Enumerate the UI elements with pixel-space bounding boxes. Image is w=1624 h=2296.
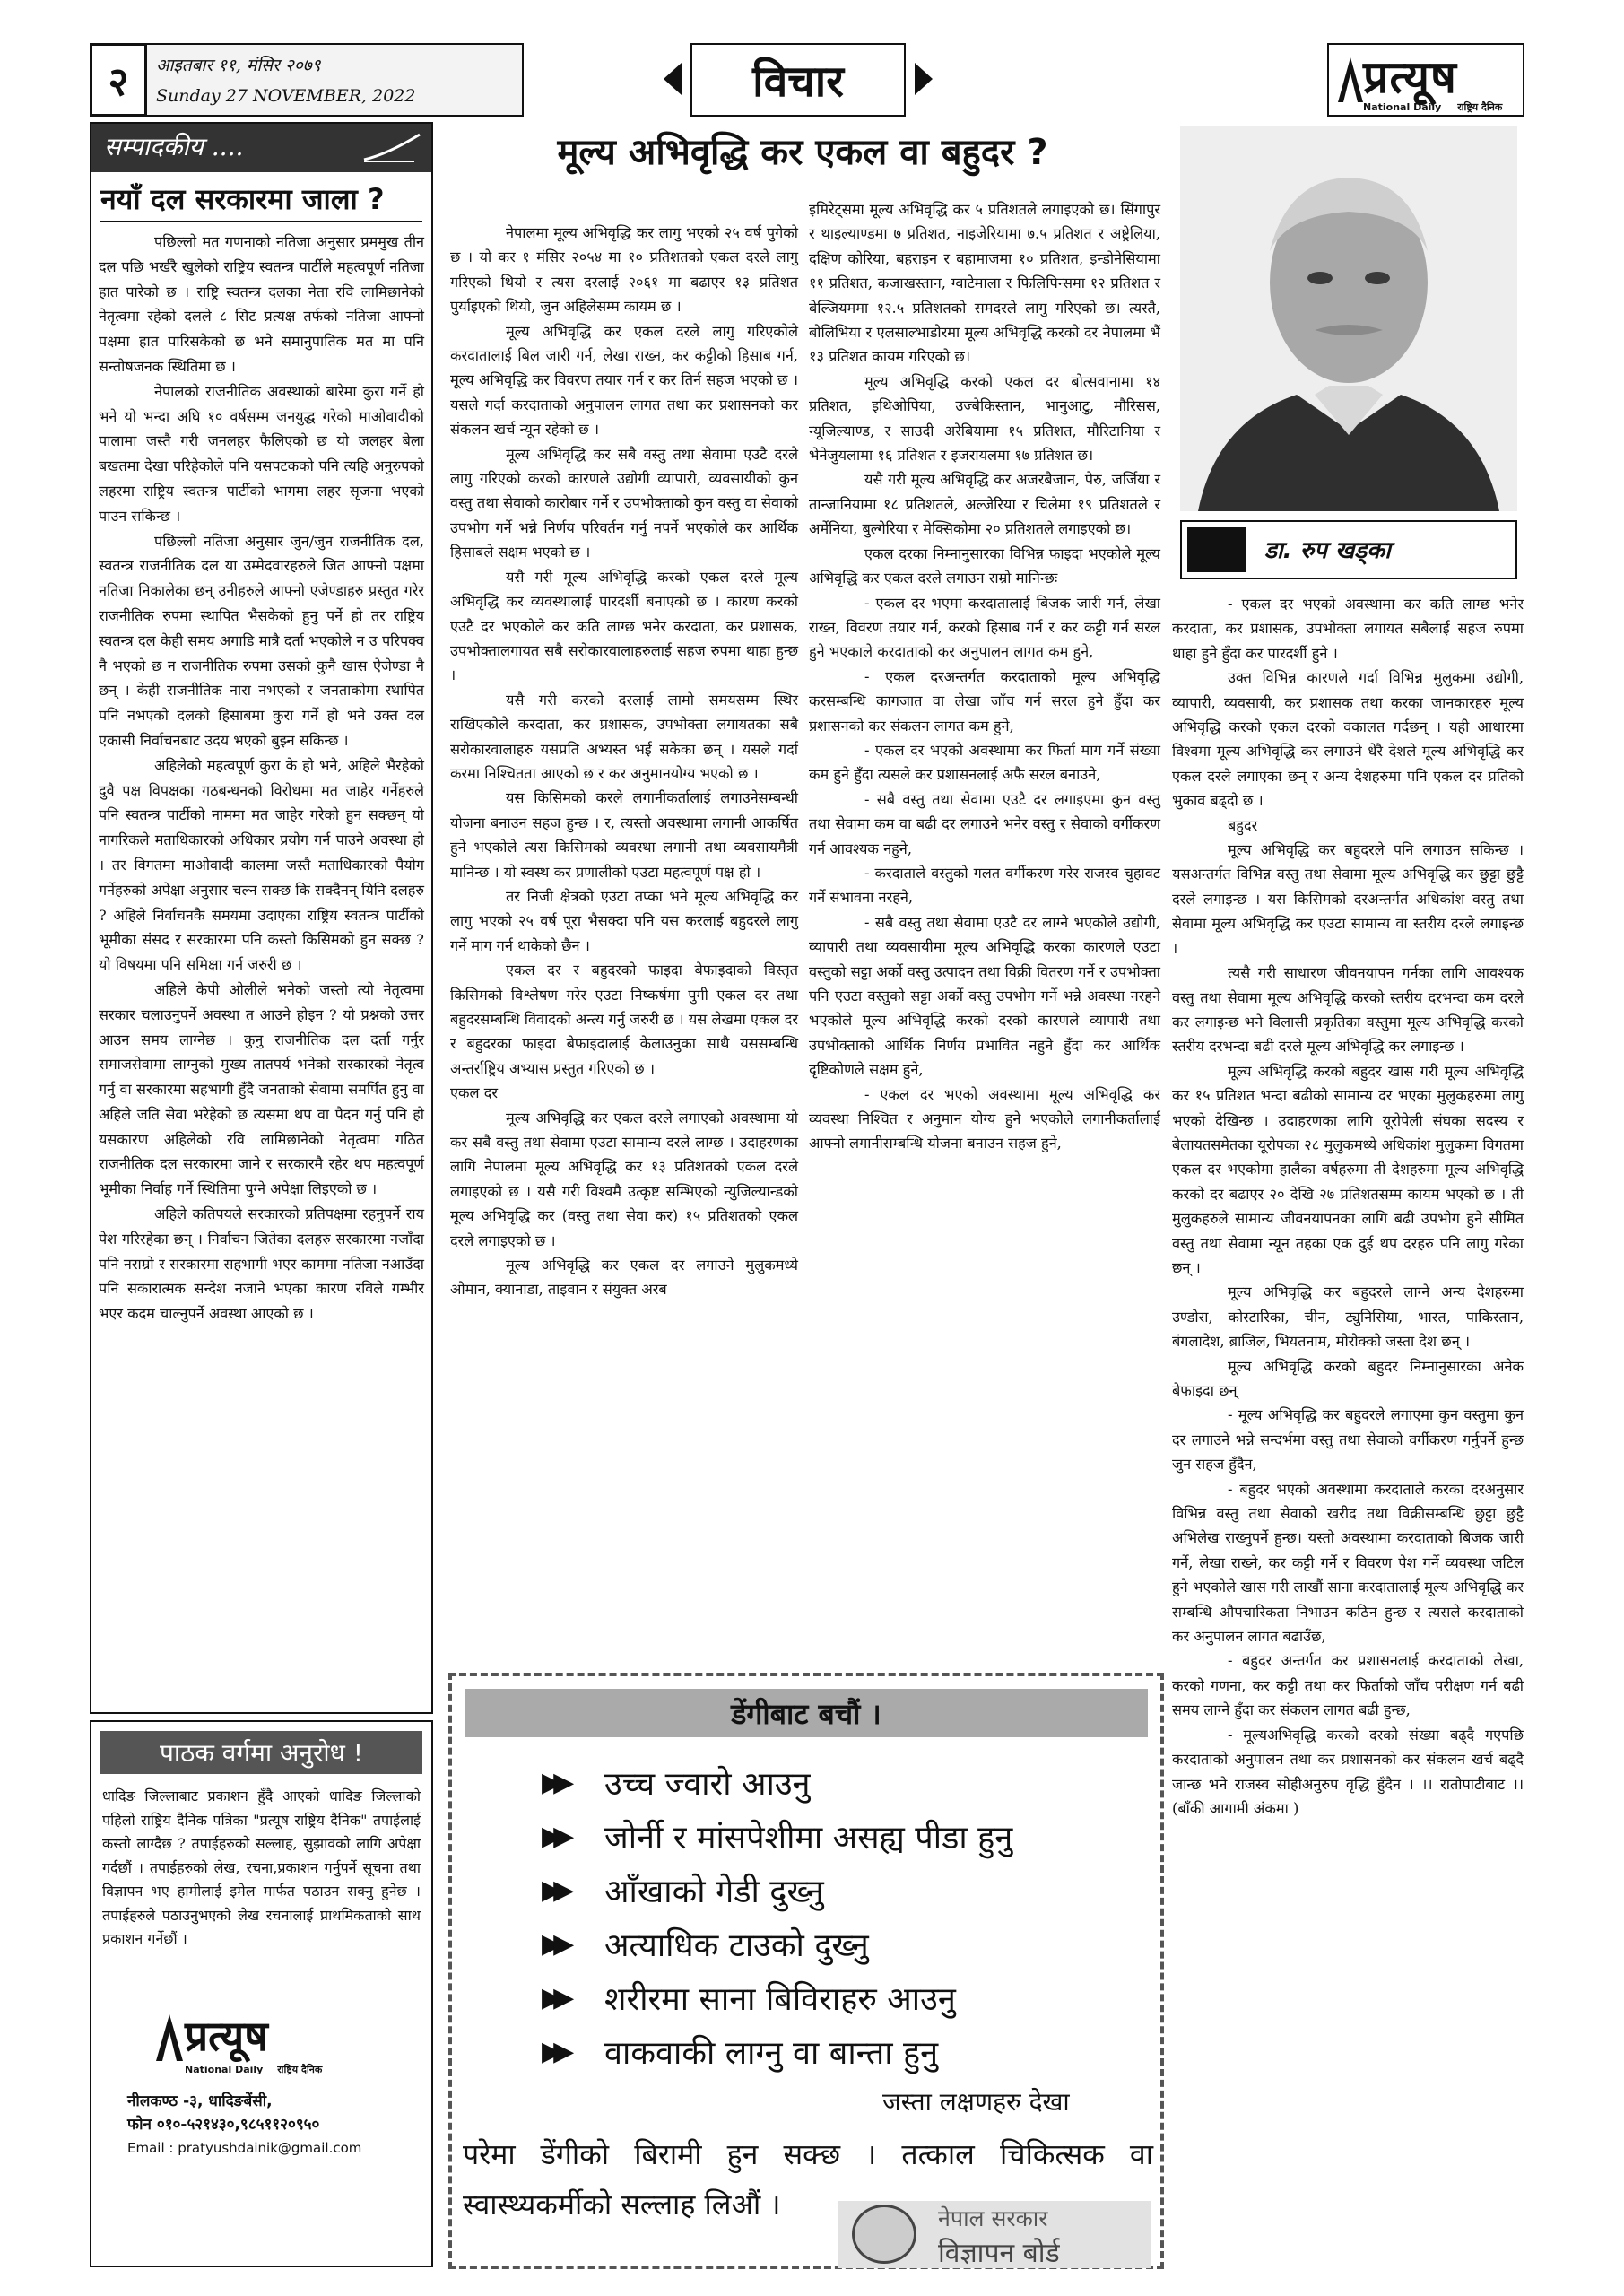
logo-sub-en: National Daily bbox=[1363, 101, 1442, 113]
article-paragraph: - करदाताले वस्तुको गलत वर्गीकरण गरेर राजस्व चुहावट गर्ने संभावना नरहने, bbox=[809, 864, 1160, 907]
article-paragraph: - सबै वस्तु तथा सेवामा एउटै दर लाग्ने भएकोले उद्योगी, व्यापारी तथा व्यवसायीमा मूल्य अभिवृद्धि करका कारणले एउटा वस्तुको सट्टा अर्को वस्तु उत्पादन तथा विक्री वितरण गर्ने र उपभोक्ता पनि एउटा वस्तुको सट्टा अर्को वस्तु उपभोग गर्ने भन्ने अवस्था नरहने भएकोले मूल्य अभिवृद्धि करको दरको कारणले व्यापारी तथा उपभोक्ताको आर्थिक निर्णय प्रभावित नहुने हुँदा कर आर्थिक दृष्टिकोणले सक्षम हुने, bbox=[809, 913, 1160, 1079]
appeal-banner: पाठक वर्गमा अनुरोध ! bbox=[100, 1731, 422, 1774]
editorial-paragraph: अहिलेको महत्वपूर्ण कुरा के हो भने, अहिले भैरहेको दुवै पक्ष विपक्षका गठबन्धनको विरोधमा मत जाहेर गर्नेहरुले पनि स्वतन्त्र पार्टीको नाममा मत जाहेर गरेको हुन सक्छन् यो नागरिकले मताधिकारको अधिकार प्रयोग गर्न पाउने अवस्था हो । तर विगतमा माओवादी कालमा जस्तै मताधिकारको पैयोग गर्नेहरुको अपेक्षा अनुसार चल्न सक्छ कि सक्दैनन् यिनि दलहरु ? अहिले निर्वाचनकै समयमा उदाएका राष्ट्रिय स्वतन्त्र पार्टीको भूमीका संसद र सरकारमा पनि कस्तो किसिमको हुन सक्छ ? यो विषयमा पनि समिक्षा गर्न जरुरी छ । bbox=[99, 756, 424, 974]
masthead-logo bbox=[1327, 43, 1524, 117]
appeal-logo-text: प्रत्यूष bbox=[185, 2012, 268, 2060]
list-item bbox=[542, 1755, 1116, 1809]
article-paragraph: मूल्य अभिवृद्धि कर सबै वस्तु तथा सेवामा एउटै दरले लागु गरिएको करको कारणले उद्योगी व्यापारी, व्यवसायीको कुन वस्तु तथा सेवाको कारोबार गर्ने र उपभोक्ताको कुन वस्तु वा सेवाको उपभोग गर्ने भन्ने निर्णय परिवर्तन गर्नु नपर्ने भएकोले कर आर्थिक हिसाबले सक्षम भएको छ । bbox=[450, 445, 798, 561]
date-box bbox=[147, 43, 524, 117]
article-column-3 bbox=[1172, 592, 1524, 1821]
government-label: नेपाल सरकार bbox=[938, 2205, 1048, 2231]
symptom-text: जोर्नी र मांसपेशीमा असह्य पीडा हुनु bbox=[604, 1819, 1013, 1857]
article-paragraph: मूल्य अभिवृद्धि करको बहुदर निम्नानुसारका अनेक बेफाइदा छन् bbox=[1172, 1357, 1524, 1399]
appeal-logo-subtitle bbox=[185, 2063, 322, 2076]
article-paragraph: बहुदर bbox=[1228, 816, 1258, 834]
article-paragraph: - एकल दर भएमा करदातालाई बिजक जारी गर्न, लेखा राख्न, विवरण तयार गर्न, करको हिसाब गर्न र कर कट्टी गर्न सरल हुने भएकाले करदाताको कर अनुपालन लागत कम हुने, bbox=[809, 594, 1160, 661]
dengue-notice bbox=[448, 1673, 1164, 2269]
author-photo bbox=[1180, 126, 1517, 511]
left-arrow-icon bbox=[664, 63, 682, 95]
editorial-paragraph: अहिले कतिपयले सरकारको प्रतिपक्षमा रहनुपर्ने राय पेश गरिरहेका छन् । निर्वाचन जितेका दलहरु सरकारमा नजाँदा पनि नराम्रो र सरकारमा सहभागी भएर काममा नतिजा नआउँदा पनि सकारात्मक सन्देश नजाने भएका कारण रविले गम्भीर भएर कदम चाल्नुपर्ने अवस्था आएको छ । bbox=[99, 1205, 424, 1323]
list-item bbox=[542, 1863, 1116, 1917]
symptom-text: आँखाको गेडी दुख्नु bbox=[604, 1873, 824, 1910]
author-byline bbox=[1180, 520, 1517, 579]
double-arrow-icon: ▶▶ bbox=[542, 2035, 566, 2067]
article-headline: मूल्य अभिवृद्धि कर एकल वा बहुदर ? bbox=[557, 132, 1048, 173]
phone: फोन ०१०-५२१४३०,९८५११२०९५० bbox=[127, 2116, 320, 2134]
dengue-advice: परेमा डेंगीको बिरामी हुन सक्छ । तत्काल चिकित्सक वा स्वास्थ्यकर्मीको सल्लाह लिऔं । bbox=[463, 2137, 1153, 2222]
editorial-paragraph: पछिल्लो मत गणनाको नतिजा अनुसार प्रममुख तीन दल पछि भर्खरै खुलेको राष्ट्रिय स्वतन्त्र पार्टीले महत्वपूर्ण नतिजा हात पारेको छ । राष्ट्रि स्वतन्त्र दलका नेता रवि लामिछानेको नेतृत्वमा रहेको दलले ८ सिट प्रत्यक्ष तर्फको नतिजा आफ्नो पक्षमा हात पारिसकेको छ भने समानुपातिक मत मा पनि सन्तोषजनक स्थितिमा छ । bbox=[99, 233, 424, 375]
article-paragraph: एकल दर bbox=[450, 1084, 499, 1102]
list-item bbox=[542, 1809, 1116, 1863]
article-paragraph: यसै गरी मूल्य अभिवृद्धि कर अजरबैजान, पेरु, जर्जिया र तान्जानियामा १८ प्रतिशतले, अल्जेरिया र चिलेमा १९ प्रतिशतले र अर्मेनिया, बुल्गेरिया र मेक्सिकोमा २० प्रतिशतले लगाइएको छ। bbox=[809, 471, 1160, 538]
logo-sub-np: राष्ट्रिय दैनिक bbox=[277, 2064, 323, 2075]
article-paragraph: मूल्य अभिवृद्धि करको बहुदर खास गरी मूल्य अभिवृद्धि कर १५ प्रतिशत भन्दा बढीको सामान्य दर भएका मुलुकहरुमा लागु भएको देखिन्छ । उदाहरणका लागि यूरोपेली संघका सदस्य र बेलायतसमेतका यूरोपका २८ मुलुकमध्ये अधिकांश मुलुकमा विगतमा एकल दर भएकोमा हालैका वर्षहरुमा ती देशहरुमा मूल्य अभिवृद्धि करको दर बढाएर २० देखि २७ प्रतिशतसम्म कायम भएको छ । ती मुलुकहरुले सामान्य जीवनयापनका लागि बढी उपभोग हुने सीमित वस्तु तथा सेवामा न्यून तहका एक दुई थप दरहरु पनि लागु गरेका छन् । bbox=[1172, 1062, 1524, 1276]
article-paragraph: मूल्य अभिवृद्धि कर एकल दरले लगाएको अवस्थामा यो कर सबै वस्तु तथा सेवामा एउटा सामान्य दरले लाग्छ । उदाहरणका लागि नेपालमा मूल्य अभिवृद्धि कर १३ प्रतिशतको एकल दरले लगाइएको छ । यसै गरी विश्वमै उत्कृष्ट सम्भिएको न्युजिल्यान्डको मूल्य अभिवृद्धि कर (वस्तु तथा सेवा कर) १५ प्रतिशतको एकल दरले लगाइएको छ । bbox=[450, 1109, 798, 1249]
article-paragraph: - बहुदर भएको अवस्थामा करदाताले करका दरअनुसार विभिन्न वस्तु तथा सेवाको खरीद तथा विक्रीसम्बन्धि छुट्टा छुट्टै अभिलेख राख्नुपर्ने हुन्छ। यस्तो अवस्थामा करदाताको बिजक जारी गर्ने, लेखा राख्ने, कर कट्टी गर्ने र विवरण पेश गर्ने व्यवस्था जटिल हुने भएकोले खास गरी लाखौं साना करदातालाई मूल्य अभिवृद्धि कर सम्बन्धि औपचारिकता निभाउन कठिन हुन्छ र त्यसले करदाताको कर अनुपालन लागत बढाउँछ, bbox=[1172, 1480, 1524, 1646]
government-emblem-icon bbox=[852, 2205, 916, 2264]
appeal-body: धादिङ जिल्लाबाट प्रकाशन हुँदै आएको धादिङ जिल्लाको पहिलो राष्ट्रिय दैनिक पत्रिका "प्रत्यूष राष्ट्रिय दैनिक" तपाईलाई कस्तो लाग्दैछ ? तपाईहरुको सल्लाह, सुझावको लागि अपेक्षा गर्दछौं । तपाईहरुको लेख, रचना,प्रकाशन गर्नुपर्ने सूचना तथा विज्ञापन भए हामीलाई इमेल मार्फत पठाउन सक्नु हुनेछ । तपाईहरुले पठाउनुभएको लेख रचनालाई प्राथमिकताको साथ प्रकाशन गर्नेछौं । bbox=[102, 1787, 421, 1947]
article-paragraph: - एकल दर भएको अवस्थामा मूल्य अभिवृद्धि कर व्यवस्था निश्चित र अनुमान योग्य हुने भएकोले लगानीकर्तालाई आफ्नो लगानीसम्बन्धि योजना बनाउन सहज हुने, bbox=[809, 1085, 1160, 1152]
article-paragraph: - एकल दर भएको अवस्थामा कर फिर्ता माग गर्ने संख्या कम हुने हुँदा त्यसले कर प्रशासनलाई अफै सरल बनाउने, bbox=[809, 741, 1160, 784]
double-arrow-icon: ▶▶ bbox=[542, 1981, 566, 2013]
symptom-text: शरीरमा साना बिविराहरु आउनु bbox=[604, 1980, 956, 2018]
appeal-logo bbox=[154, 2007, 369, 2083]
article-paragraph: तर निजी क्षेत्रको एउटा तप्का भने मूल्य अभिवृद्धि कर लागु भएको २५ वर्ष पूरा भैसक्दा पनि यस करलाई बहुदरले लागु गर्ने माग गर्न थाकेको छैन । bbox=[450, 887, 798, 954]
symptom-text: वाकवाकी लाग्नु वा बान्ता हुनु bbox=[604, 2034, 939, 2072]
right-arrow-icon bbox=[915, 63, 933, 95]
editorial-paragraph: नेपालको राजनीतिक अवस्थाको बारेमा कुरा गर्ने हो भने यो भन्दा अघि १० वर्षसम्म जनयुद्ध गरेको माओवादीको पालामा जस्तै गरी जनलहर फैलिएको छ यो जलहर बेला बखतमा देखा परिहेकोले पनि यसपटकको पनि त्यहि अनुरुपको लहरमा राष्ट्रिय स्वतन्त्र पार्टीको भागमा लहर सृजना भएको पाउन सकिन्छ । bbox=[99, 382, 424, 525]
logo-text: प्रत्यूष bbox=[1363, 51, 1457, 103]
article-column-1 bbox=[450, 221, 798, 1302]
pen-hand-icon bbox=[1187, 527, 1246, 572]
contact-info bbox=[127, 2090, 396, 2160]
double-arrow-icon: ▶▶ bbox=[542, 1820, 566, 1852]
divider bbox=[100, 221, 422, 222]
article-paragraph: इमिरेट्समा मूल्य अभिवृद्धि कर ५ प्रतिशतले लगाइएको छ। सिंगापुर र थाइल्याण्डमा ७ प्रतिशत, नाइजेरियामा ७.५ प्रतिशत र अष्ट्रेलिया, दक्षिण कोरिया, बहराइन र बहामाजमा १० प्रतिशत, इन्डोनेसियामा ११ प्रतिशत, कजाखस्तान, ग्वाटेमाला र फिलिपिन्समा १२ प्रतिशत र बेल्जियममा १२.५ प्रतिशतको समदरले लागु गरिएको छ। त्यस्तै, बोलिभिया र एलसाल्भाडोरमा मूल्य अभिवृद्धि करको दर नेपालमा भैं १३ प्रतिशत कायम गरिएको छ। bbox=[809, 201, 1160, 366]
section-title-box bbox=[664, 43, 933, 117]
article-paragraph: नेपालमा मूल्य अभिवृद्धि कर लागु भएको २५ वर्ष पुगेको छ । यो कर १ मंसिर २०५४ मा १० प्रतिशतको एकल दरले लागु गरिएको थियो र त्यस दरलाई २०६१ मा बढाएर १३ प्रतिशत पुर्याइएको थियो, जुन अहिलेसम्म कायम छ । bbox=[450, 224, 798, 316]
editorial-paragraph: अहिले केपी ओलीले भनेको जस्तो त्यो नेतृत्वमा सरकार चलाउनुपर्ने अवस्था त आउने होइन ? यो प्रश्नको उत्तर आउन समय लाग्नेछ । कुनु राजनीतिक दल दर्ता गर्नुर समाजसेवामा लाग्नुको मुख्य तातपर्य भनेको सरकारको नेतृत्व गर्नु वा सरकारमा सहभागी हुँदै जनताको सेवामा समर्पित हुनु वा अहिले जति सेवा भरेहेको छ त्यसमा थप वा पैदन गर्नु पनि हो यसकारण अहिलेको रवि लामिछानेको नेतृत्वमा गठित राजनीतिक दल सरकारमा जाने र सरकारमै रहेर थप महत्वपूर्ण भूमीका निर्वाह गर्ने स्थितिमा पुग्ने अपेक्षा लिइएको छ । bbox=[99, 980, 424, 1198]
article-paragraph: मूल्य अभिवृद्धि कर बहुदरले पनि लगाउन सकिन्छ । यसअन्तर्गत विभिन्न वस्तु तथा सेवामा मूल्य अभिवृद्धि कर छुट्टा छुट्टै दरले लगाइन्छ । यस किसिमको दरअन्तर्गत अधिकांश वस्तु तथा सेवामा मूल्य अभिवृद्धि कर एउटा सामान्य वा स्तरीय दरले लगाइन्छ । bbox=[1172, 841, 1524, 957]
article-paragraph: त्यसै गरी साधारण जीवनयापन गर्नका लागि आवश्यक वस्तु तथा सेवामा मूल्य अभिवृद्धि करको स्तरीय दरभन्दा कम दरले कर लगाइन्छ भने विलासी प्रकृतिका वस्तुमा मूल्य अभिवृद्धि करको स्तरीय दरभन्दा बढी दरले मूल्य अभिवृद्धि कर लगाइन्छ । bbox=[1172, 964, 1524, 1056]
article-paragraph: मूल्य अभिवृद्धि कर एकल दर लगाउने मुलुकमध्ये ओमान, क्यानाडा, ताइवान र संयुक्त अरब bbox=[450, 1257, 798, 1299]
double-arrow-icon: ▶▶ bbox=[542, 1927, 566, 1960]
advertising-board-stamp bbox=[838, 2201, 1151, 2268]
address: नीलकण्ठ -३, धादिङबेंसी, bbox=[127, 2092, 273, 2110]
author-name: डा. रुप खड्का bbox=[1264, 537, 1391, 564]
section-title: विचार bbox=[690, 43, 906, 117]
article-paragraph: एकल दर र बहुदरको फाइदा बेफाइदाको विस्तृत किसिमको विश्लेषण गरेर एउटा निष्कर्षमा पुगी एकल दर तथा बहुदरसम्बन्धि विवादको अन्त्य गर्नु जरुरी छ । यस लेखमा एकल दर र बहुदरका फाइदा बेफाइदालाई केलाउनुका साथै यससम्बन्धि अन्तर्राष्ट्रिय अभ्यास प्रस्तुत गरिएको छ । bbox=[450, 961, 798, 1077]
article-paragraph: मूल्य अभिवृद्धि कर बहुदरले लाग्ने अन्य देशहरुमा उण्डोरा, कोस्टारिका, चीन, ट्युनिसिया, भारत, पाकिस्तान, बंगलादेश, ब्राजिल, भियतनाम, मोरोक्को जस्ता देश छन् । bbox=[1172, 1283, 1524, 1351]
logo-mark-icon bbox=[1334, 54, 1367, 106]
date-nepali: आइतबार ११, मंसिर २०७९ bbox=[156, 56, 321, 75]
dengue-title: डेंगीबाट बचौं । bbox=[465, 1689, 1148, 1737]
list-item bbox=[542, 2024, 1116, 2078]
list-item bbox=[542, 1917, 1116, 1970]
editorial-banner: सम्पादकीय .... bbox=[91, 124, 431, 172]
list-item bbox=[542, 1970, 1116, 2024]
logo-subtitle bbox=[1363, 100, 1515, 114]
article-paragraph: यसै गरी मूल्य अभिवृद्धि करको एकल दरले मूल्य अभिवृद्धि कर व्यवस्थालाई पारदर्शी बनाएको छ । कारण करको एउटै दर भएकोले कर कति लाग्छ भनेर करदाता, कर प्रशासक, उपभोक्तालगायत सबै सरोकारवालाहरुलाई सहज रुपमा थाहा हुन्छ । bbox=[450, 568, 798, 684]
reader-appeal-box bbox=[90, 1720, 433, 2267]
page-number: २ bbox=[90, 43, 147, 117]
article-paragraph: यसै गरी करको दरलाई लामो समयसम्म स्थिर राखिएकोले करदाता, कर प्रशासक, उपभोक्ता लगायतका सबै सरोकारवालाहरु यसप्रति अभ्यस्त भई सकेका छन् । यसले गर्दा करमा निश्चितता आएको छ र कर अनुमानयोग्य भएको छ । bbox=[450, 691, 798, 782]
double-arrow-icon: ▶▶ bbox=[542, 1766, 566, 1798]
article-paragraph: एकल दरका निम्नानुसारका विभिन्न फाइदा भएकोले मूल्य अभिवृद्धि कर एकल दरले लगाउन राम्रो मानिन्छः bbox=[809, 544, 1160, 587]
article-paragraph: यस किसिमको करले लगानीकर्तालाई लगाउनेसम्बन्धी योजना बनाउन सहज हुन्छ । र, त्यस्तो अवस्थामा लगानी आकर्षित हुने भएकोले त्यस किसिमको व्यवस्था लगानी तथा व्यवसायमैत्री मानिन्छ । यो स्वस्थ कर प्रणालीको एउटा महत्वपूर्ण पक्ष हो । bbox=[450, 789, 798, 881]
page-header bbox=[90, 43, 1524, 117]
date-english: Sunday 27 NOVEMBER, 2022 bbox=[156, 86, 416, 106]
article-paragraph: - बहुदर अन्तर्गत कर प्रशासनलाई करदाताको लेखा, करको गणना, कर कट्टी तथा कर फिर्ताको जाँच परीक्षण गर्न बढी समय लाग्ने हुँदा कर संकलन लागत बढी हुन्छ, bbox=[1172, 1652, 1524, 1719]
board-label: विज्ञापन बोर्ड bbox=[938, 2238, 1060, 2269]
editorial-paragraph: पछिल्लो नतिजा अनुसार जुन/जुन राजनीतिक दल, स्वतन्त्र राजनीतिक दल या उम्मेदवारहरुले जित आफ्नो पक्षमा नतिजा निकालेका छन् उनीहरुले आफ्नो एजेण्डाहरु प्रस्तुत गरेर राजनीतिक रुपमा स्थापित भैसकेको हुनु पर्ने हो तर राष्ट्रिय स्वतन्त्र दल केही समय अगाडि मात्रै दर्ता भएकोले न उ परिपक्व नै भएको छ न राजनीतिक रुपमा उसको कुनै खास ऐजेण्डा नै छन् । केही राजनीतिक नारा नभएको र जनताकोमा स्थापित पनि नभएको दलको हिसाबमा कुरा गर्ने हो भने उक्त दल एकासी निर्वाचनबाट उदय भएको बुझ्न सकिन्छ । bbox=[99, 532, 424, 749]
email[interactable]: Email : pratyushdainik@gmail.com bbox=[127, 2140, 362, 2156]
symptom-text: अत्याधिक टाउको दुख्नु bbox=[604, 1926, 869, 1964]
article-paragraph: मूल्य अभिवृद्धि करको एकल दर बोत्सवानामा १४ प्रतिशत, इथिओपिया, उज्बेकिस्तान, भानुआटु, मौरिसस, न्यूजिल्याण्ड, र साउदी अरेबियामा १५ प्रतिशत, मौरिटानिया र भेनेजुयलामा १६ प्रतिशत र इजरायलमा १७ प्रतिशत छ। bbox=[809, 372, 1160, 465]
logo-sub-en: National Daily bbox=[185, 2064, 264, 2075]
article-paragraph: - एकल दरअन्तर्गत करदाताको मूल्य अभिवृद्धि करसम्बन्धि कागजात वा लेखा जाँच गर्न सरल हुने हुँदा कर प्रशासनको कर संकलन लागत कम हुने, bbox=[809, 667, 1160, 735]
logo-sub-np: राष्ट्रिय दैनिक bbox=[1457, 101, 1503, 113]
editorial-body bbox=[99, 230, 424, 1326]
symptom-list bbox=[542, 1755, 1116, 2078]
article-column-2 bbox=[809, 197, 1160, 1156]
editorial-column bbox=[90, 122, 433, 1714]
double-arrow-icon: ▶▶ bbox=[542, 1874, 566, 1906]
editorial-headline: नयाँ दल सरकारमा जाला ? bbox=[100, 182, 385, 216]
article-paragraph: - मूल्य अभिवृद्धि कर बहुदरले लगाएमा कुन वस्तुमा कुन दर लगाउने भन्ने सन्दर्भमा वस्तु तथा सेवाको वर्गीकरण गर्नुपर्ने हुन्छ जुन सहज हुँदैन, bbox=[1172, 1406, 1524, 1474]
author-portrait bbox=[1180, 126, 1517, 511]
article-paragraph: मूल्य अभिवृद्धि कर एकल दरले लागु गरिएकोले करदातालाई बिल जारी गर्न, लेखा राख्न, कर कट्टीको हिसाब गर्न, मूल्य अभिवृद्धि कर विवरण तयार गर्न र कर तिर्न सहज भएको छ । यसले गर्दा करदाताको अनुपालन लागत तथा कर प्रशासनको कर संकलन खर्च न्यून रहेको छ । bbox=[450, 322, 798, 439]
article-paragraph: - मूल्यअभिवृद्धि करको दरको संख्या बढ्दै गएपछि करदाताको अनुपालन तथा कर प्रशासनको कर संकलन खर्च बढ्दै जान्छ भने राजस्व सोहीअनुरुप वृद्धि हुँदैन । ।। रातोपाटीबाट ।।(बाँकी आगामी अंकमा ) bbox=[1172, 1726, 1524, 1817]
symptom-text: उच्च ज्वारो आउनु bbox=[604, 1765, 811, 1803]
article-paragraph: उक्त विभिन्न कारणले गर्दा विभिन्न मुलुकमा उद्योगी, व्यापारी, व्यवसायी, कर प्रशासक तथा करका जानकारहरु मूल्य अभिवृद्धि करको एकल दरको वकालत गर्दछन् । यही आधारमा विश्वमा मूल्य अभिवृद्धि कर लगाउने धेरै देशले मूल्य अभिवृद्धि कर एकल दरले लगाएका छन् र अन्य देशहरुमा पनि एकल दर प्रतिको भुकाव बढ्दो छ । bbox=[1172, 669, 1524, 810]
logo-mark-icon bbox=[154, 2013, 185, 2063]
dengue-tail: जस्ता लक्षणहरु देखा bbox=[882, 2087, 1070, 2117]
article-paragraph: - एकल दर भएको अवस्थामा कर कति लाग्छ भनेर करदाता, कर प्रशासक, उपभोक्ता लगायत सबैलाई सहज रुपमा थाहा हुने हुँदा कर पारदर्शी हुने । bbox=[1172, 596, 1524, 662]
pen-icon bbox=[360, 129, 423, 165]
article-paragraph: - सबै वस्तु तथा सेवामा एउटै दर लगाइएमा कुन वस्तु तथा सेवामा कम वा बढी दर लगाउने भनेर वस्तु र सेवाको वर्गीकरण गर्न आवश्यक नहुने, bbox=[809, 790, 1160, 857]
